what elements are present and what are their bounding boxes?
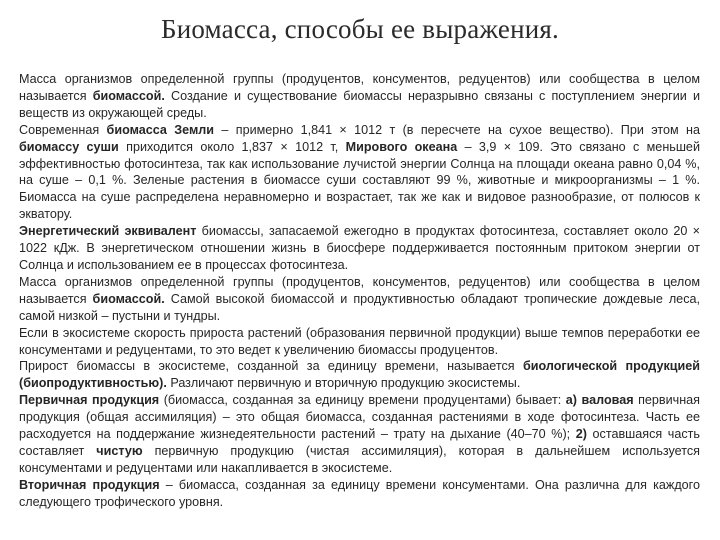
text-run: – биомасса, созданная за единицу времени консументами. Она различна для каждого следующего трофического уровня.: [19, 477, 700, 509]
bold-term: биомассу суши: [19, 139, 119, 154]
paragraph: [19, 392, 700, 477]
paragraph: [19, 325, 700, 359]
bold-term: Вторичная продукция: [19, 477, 160, 492]
text-run: первичная продукция (общая ассимиляция) – это общая биомасса, созданная растениями в ходе фотосинтеза. Часть ее расходуется на поддержание жизнедеятельности растений – трату на дыхание (40–70 %);: [19, 393, 700, 442]
text-run: первичную продукцию (чистая ассимиляция), которая в дальнейшем используется консументами и редуцентами или накапливается в экосистеме.: [19, 443, 700, 475]
text-run: – примерно 1,841 × 1012 т (в пересчете на сухое вещество). При этом на: [214, 122, 700, 137]
text-run: Самой высокой биомассой и продуктивностью обладают тропические дождевые леса, самой низкой – пустыни и тундры.: [19, 291, 700, 323]
text-run: оставшаяся часть составляет: [19, 427, 700, 458]
bold-term: биологической продукцией (биопродуктивностью).: [19, 359, 700, 391]
bold-term: Энергетический эквивалент: [19, 224, 197, 239]
text-run: (биомасса, созданная за единицу времени продуцентами) бывает:: [159, 393, 566, 408]
bold-term: биомассой.: [92, 291, 165, 306]
body-text: [19, 71, 700, 511]
bold-term: биомасса Земли: [106, 122, 215, 137]
paragraph: [19, 477, 700, 511]
paragraph: [19, 274, 700, 325]
text-run: Различают первичную и вторичную продукцию экосистемы.: [166, 376, 521, 391]
bold-term: а) валовая: [565, 393, 634, 408]
bold-term: Мирового океана: [345, 139, 458, 154]
text-run: Если в экосистеме скорость прироста растений (образования первичной продукции) выше темпов переработки ее консументами и редуцентами, то это ведет к увеличению биомассы продуцентов.: [19, 325, 700, 357]
bold-term: биомассой.: [92, 88, 165, 103]
bold-term: 2): [575, 427, 587, 442]
text-run: – 3,9 × 109. Это связано с меньшей эффективностью фотосинтеза, так как использование лучистой энергии Солнца на площади океана равно 0,04 %, на суше – 0,1 %. Зеленые растения в биомассе суши составляют 99 %, животные и микроорганизмы – 1 %. Биомасса на суше распределена неравномерно и возрастает, так же как и видовое разнообразие, от полюсов к экватору.: [19, 139, 700, 222]
bold-term: чистую: [96, 443, 143, 458]
paragraph: [19, 358, 700, 392]
page-title: Биомасса, способы ее выражения.: [161, 14, 559, 44]
text-run: Прирост биомассы в экосистеме, созданной за единицу времени, называется: [19, 359, 523, 374]
bold-term: Первичная продукция: [19, 393, 160, 408]
paragraph: [19, 122, 700, 223]
text-run: Создание и существование биомассы неразрывно связаны с поступлением энергии и веществ из окружающей среды.: [19, 88, 700, 120]
paragraph: [19, 223, 700, 274]
text-run: Масса организмов определенной группы (продуцентов, консументов, редуцентов) или сообщества в целом называется: [19, 72, 700, 103]
text-run: Современная: [19, 122, 107, 137]
text-run: биомассы, запасаемой ежегодно в продуктах фотосинтеза, составляет около 20 × 1022 кДж. В энергетическом отношении жизнь в биосфере поддерживается постоянным притоком энергии от Солнца и использованием ее в процессах фотосинтеза.: [19, 224, 700, 272]
text-run: приходится около 1,837 × 1012 т,: [118, 139, 346, 154]
paragraph: [19, 71, 700, 122]
text-run: Масса организмов определенной группы (продуцентов, консументов, редуцентов) или сообщества в целом называется: [19, 274, 700, 306]
